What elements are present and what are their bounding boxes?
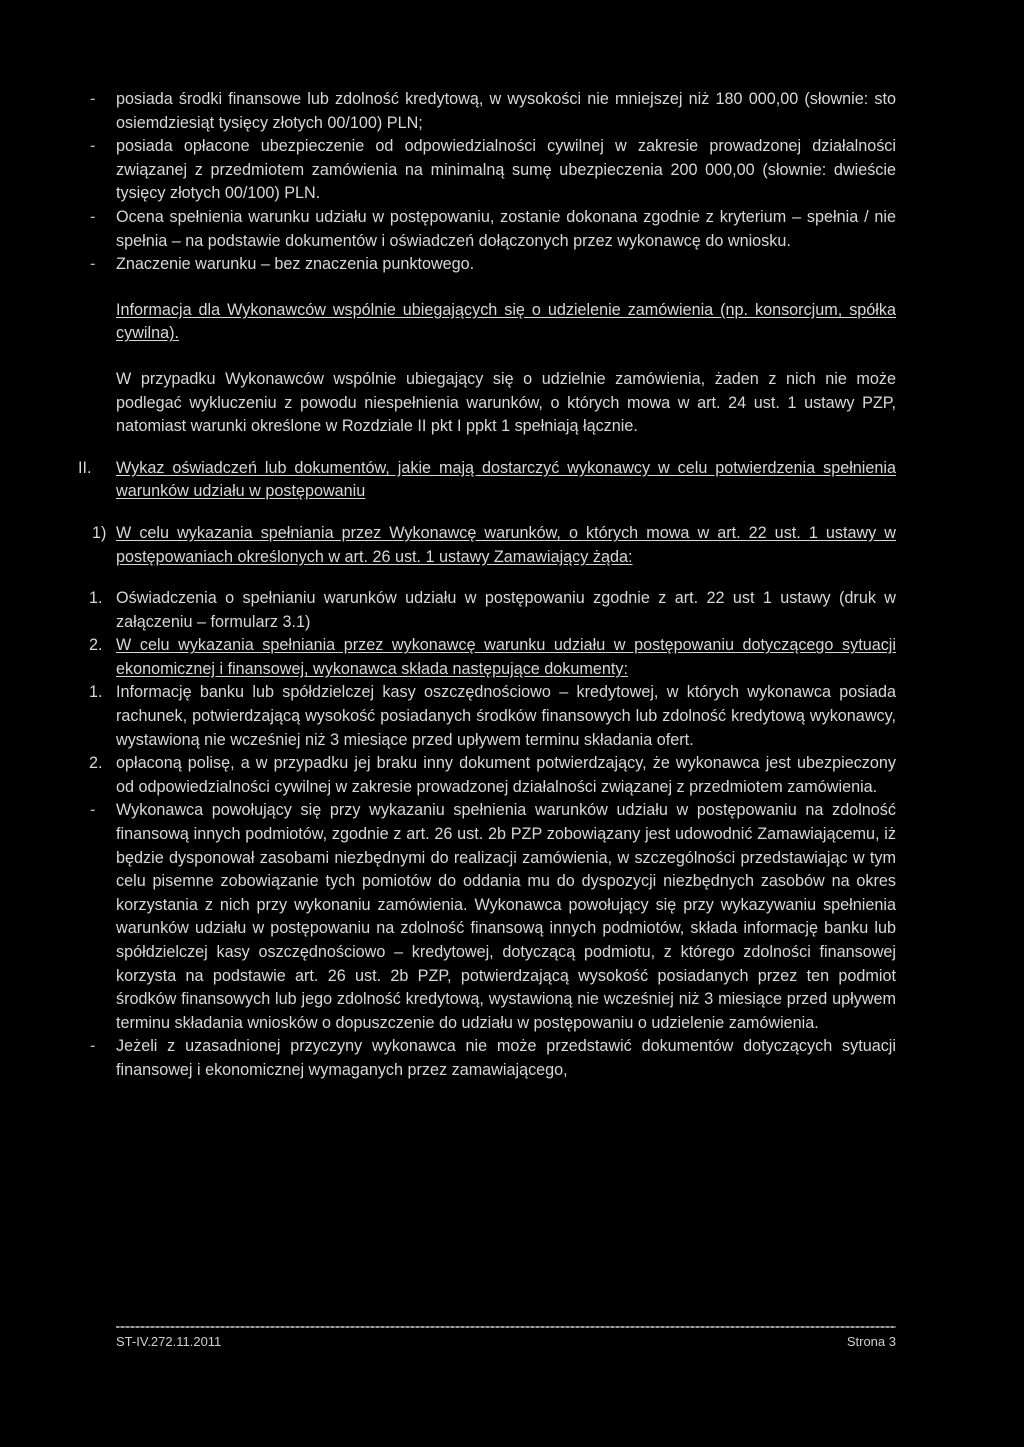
item-number: 2.	[89, 754, 103, 773]
footer-divider	[116, 1326, 896, 1328]
joint-bidders-paragraph: W przypadku Wykonawców wspólnie ubiegający się o udzielnie zamówienia, żaden z nich nie może podlegać wykluczeniu z powodu niespełnienia warunków, o których mowa w art. 24 ust. 1 ustawy PZP, natomiast warunki określone w Rozdziale II pkt I ppkt 1 spełniają łącznie.	[116, 369, 896, 436]
item-text: W celu wykazania spełniania przez wykonawcę warunku udziału w postępowaniu dotyczącego sytuacji ekonomicznej i finansowej, wykonawca składa następujące dokumenty:	[116, 636, 896, 678]
item-number: 1.	[89, 683, 103, 702]
list-item	[90, 253, 896, 277]
bullet-text: Wykonawca powołujący się przy wykazaniu spełnienia warunków udziału w postępowaniu na zdolność finansową innych podmiotów, zgodnie z art. 26 ust. 2b PZP zobowiązany jest udowodnić Zamawiającemu, iż będzie dysponował zasobami niezbędnymi do realizacji zamówienia, w szczególności przedstawiając w tym celu pisemne zobowiązanie tych pomiotów do oddania mu do dyspozycji niezbędnych zasobów na okres korzystania z nich przy wykonaniu zamówienia. Wykonawca powołujący się przy wykazywaniu spełnienia warunków udziału w postępowaniu na zdolność finansową innych podmiotów, składa informację banku lub spółdzielczej kasy oszczędnościowo – kredytowej, dotyczącą podmiotu, z którego zdolności finansowej korzysta na podstawie art. 26 ust. 2b PZP, potwierdzającą wysokość posiadanych przez ten podmiot środków finansowych lub jego zdolność kredytową, wystawioną nie wcześniej niż 3 miesiące przed upływem terminu składania wniosków o dopuszczenie do udziału w postępowaniu o udzielenie zamówienia.	[116, 801, 896, 1032]
item-text: Oświadczenia o spełnianiu warunków udziału w postępowaniu zgodnie z art. 22 ust 1 ustawy (druk w załączeniu – formularz 3.1)	[116, 589, 896, 631]
bullet-text: Znaczenie warunku – bez znaczenia punktowego.	[116, 255, 475, 274]
page-number: Strona 3	[846, 1334, 896, 1349]
bullet-marker: -	[90, 207, 96, 226]
bullet-marker: -	[90, 90, 96, 108]
item-text: Informację banku lub spółdzielczej kasy oszczędnościowo – kredytowej, w których wykonawca posiada rachunek, potwierdzającą wysokość posiadanych środków finansowych lub zdolność kredytową wykonawcy, wystawioną nie wcześniej niż 3 miesiące przed upływem terminu składania ofert.	[116, 683, 896, 749]
bullet-text: Ocena spełnienia warunku udziału w postępowaniu, zostanie dokonana zgodnie z kryterium – spełnia / nie spełnia – na podstawie dokumentów i oświadczeń dołączonych przez wykonawcę do wniosku.	[116, 207, 896, 250]
list-item	[90, 135, 896, 206]
document-reference: ST-IV.272.11.2011	[116, 1334, 222, 1349]
bullet-marker: -	[90, 1037, 96, 1056]
bullet-text: Jeżeli z uzasadnionej przyczyny wykonawca nie może przedstawić dokumentów dotyczących sytuacji finansowej i ekonomicznej wymaganych przez zamawiającego,	[116, 1037, 896, 1079]
bullet-text: posiada opłacone ubezpieczenie od odpowiedzialności cywilnej w zakresie prowadzonej działalności związanej z przedmiotem zamówienia na minimalną sumę ubezpieczenia 200 000,00 (słownie: dwieście tysięcy złotych 00/100) PLN.	[116, 137, 896, 203]
item-number: 1.	[89, 589, 103, 608]
subsection-title: W celu wykazania spełniania przez Wykonawcę warunków, o których mowa w art. 22 ust. 1 ustawy w postępowaniach określonych w art. 26 ust. 1 ustawy Zamawiający żąda:	[116, 523, 896, 566]
subsection-number: 1)	[92, 523, 107, 542]
item-text: opłaconą polisę, a w przypadku jej braku inny dokument potwierdzający, że wykonawca jest ubezpieczony od odpowiedzialności cywilnej w zakresie prowadzonej działalności związanej z przedmiotem zamówienia.	[116, 754, 896, 796]
list-item	[90, 1035, 896, 1082]
section-heading	[78, 457, 896, 504]
numbered-item	[89, 681, 896, 752]
section-title: Wykaz oświadczeń lub dokumentów, jakie mają dostarczyć wykonawcy w celu potwierdzenia spełnienia warunków udziału w postępowaniu	[116, 458, 896, 501]
section-number: II.	[78, 458, 92, 477]
bullet-marker: -	[90, 137, 96, 156]
list-item	[90, 206, 896, 253]
list-item	[90, 88, 896, 135]
list-item	[90, 799, 896, 1035]
bullet-marker: -	[90, 801, 96, 820]
joint-bidders-heading: Informacja dla Wykonawców wspólnie ubiegających się o udzielenie zamówienia (np. konsorcjum, spółka cywilna).	[116, 300, 896, 343]
bullet-text: posiada środki finansowe lub zdolność kredytową, w wysokości nie mniejszej niż 180 000,00 (słownie: sto osiemdziesiąt tysięcy złotych 00/100) PLN;	[116, 90, 896, 132]
subsection-heading	[92, 522, 896, 569]
page-footer	[116, 1334, 896, 1349]
bullet-marker: -	[90, 255, 96, 274]
item-number: 2.	[89, 636, 103, 655]
numbered-item	[89, 752, 896, 799]
numbered-item	[89, 587, 896, 634]
numbered-item	[89, 634, 896, 681]
